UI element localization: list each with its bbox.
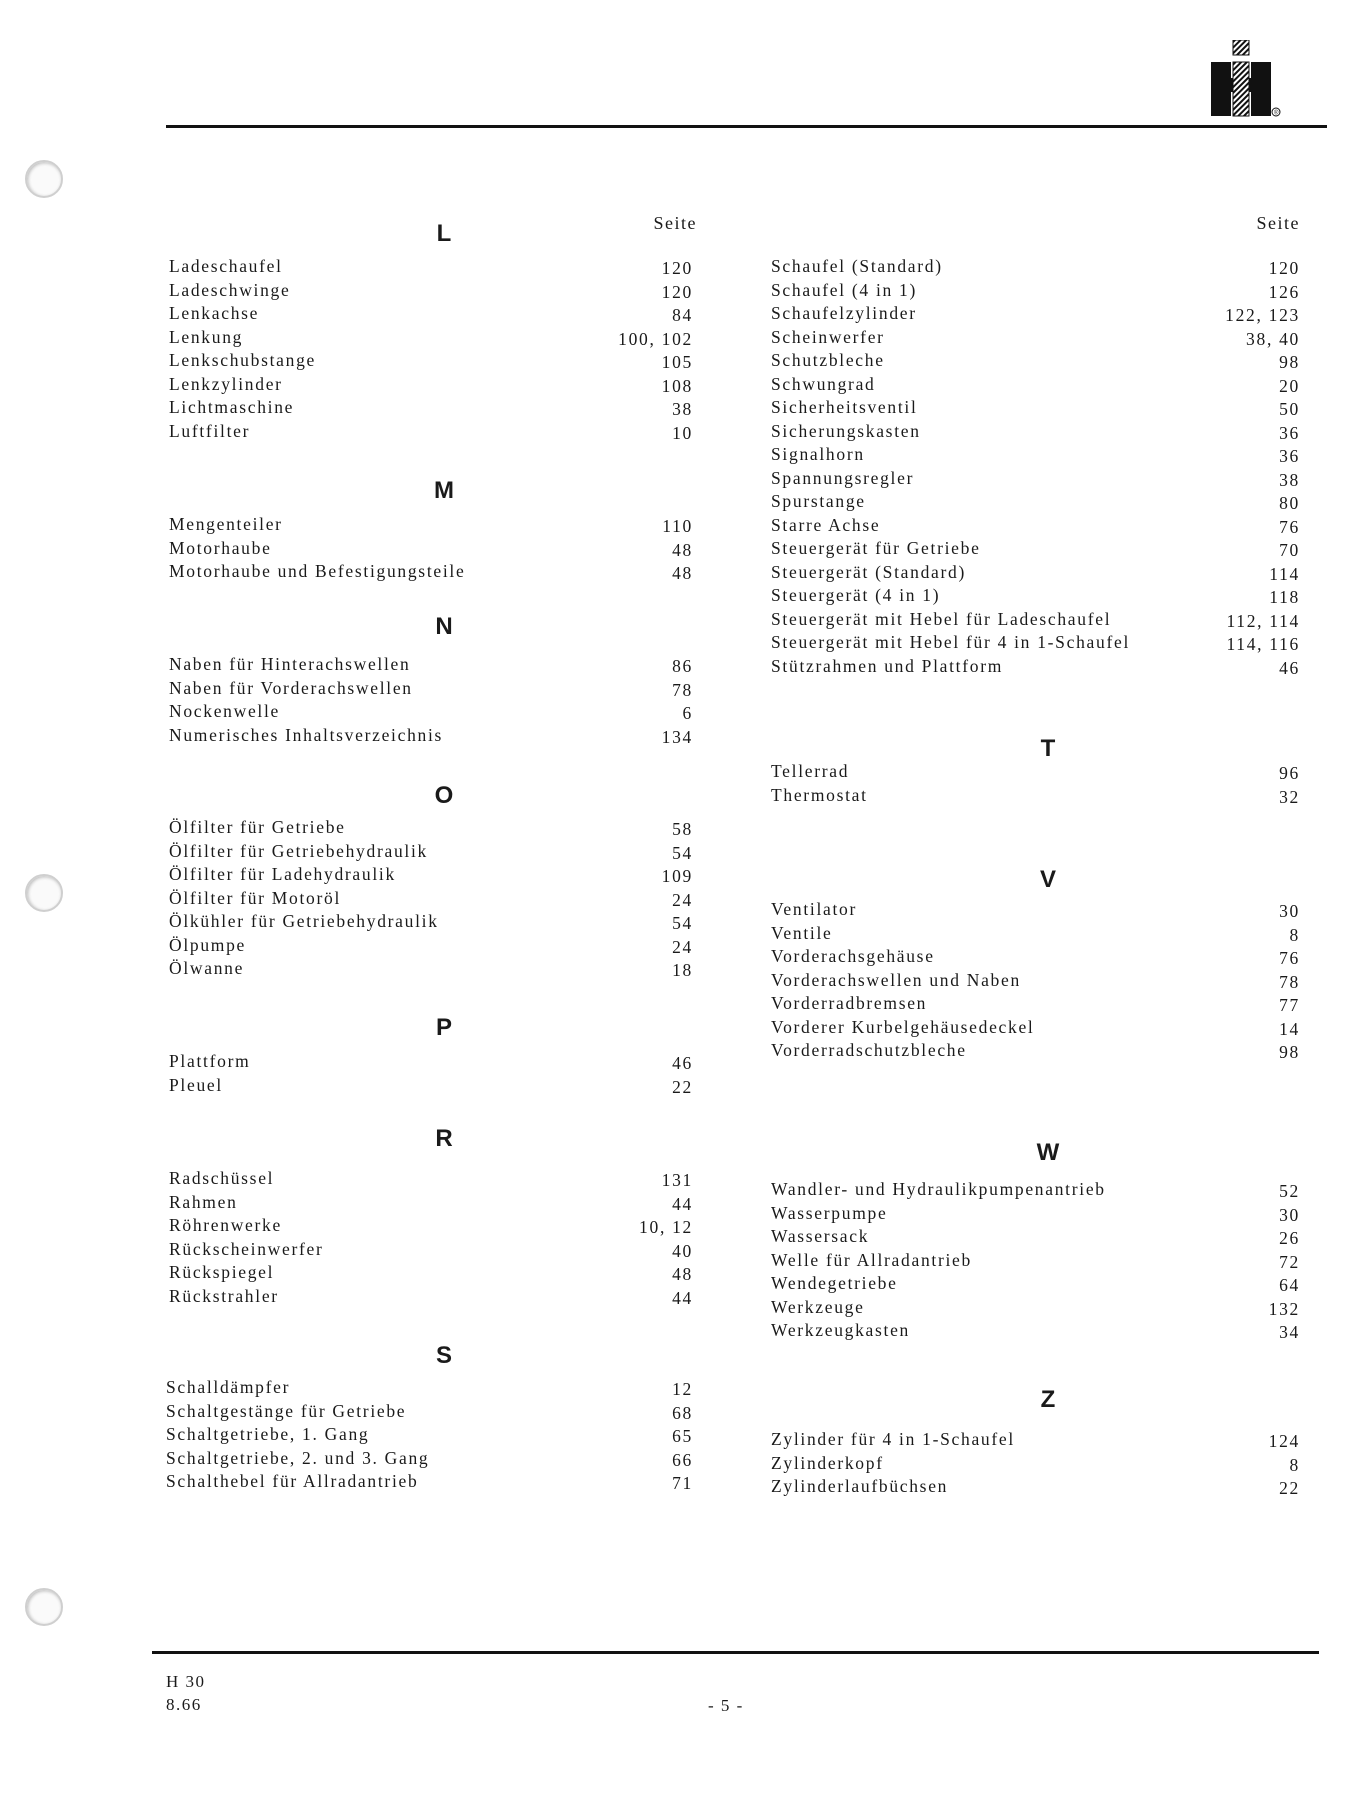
entry-term: Röhrenwerke	[169, 1215, 282, 1235]
footer-rule	[152, 1651, 1319, 1654]
entry-page: 134	[661, 726, 693, 747]
index-entry	[169, 934, 693, 958]
index-entry	[169, 396, 693, 420]
index-entry	[771, 302, 1300, 326]
entry-term: Steuergerät für Getriebe	[771, 538, 981, 558]
entry-page: 114	[1269, 563, 1300, 584]
entry-term: Ölfilter für Motoröl	[169, 887, 342, 908]
entry-term: Zylinderkopf	[771, 1452, 884, 1473]
index-entry	[771, 1296, 1300, 1320]
entry-page: 78	[672, 679, 693, 700]
entry-term: Thermostat	[771, 784, 868, 805]
entry-term: Lichtmaschine	[169, 397, 295, 417]
entry-page: 109	[661, 866, 693, 886]
binder-hole	[25, 160, 63, 198]
entry-term: Ladeschwinge	[169, 279, 291, 300]
index-entry	[169, 420, 693, 444]
section-letter-l: L	[436, 220, 452, 247]
entry-term: Rückscheinwerfer	[169, 1238, 324, 1259]
entry-page: 108	[661, 375, 693, 396]
index-entry	[169, 1238, 693, 1262]
entry-term: Wendegetriebe	[771, 1273, 898, 1293]
section-letter-z: Z	[1040, 1386, 1056, 1413]
entry-page: 30	[1279, 901, 1300, 921]
index-entry	[771, 784, 1300, 808]
entry-page: 14	[1279, 1018, 1300, 1039]
section-letter-v: V	[1039, 866, 1056, 893]
entry-term: Steuergerät mit Hebel für 4 in 1-Schaufel	[771, 632, 1131, 652]
entry-page: 54	[672, 913, 693, 933]
entry-term: Plattform	[169, 1051, 251, 1071]
entry-page: 71	[672, 1473, 693, 1493]
section-letter-n: N	[435, 613, 453, 640]
entry-page: 18	[672, 960, 693, 980]
entry-term: Signalhorn	[771, 444, 865, 464]
index-entry	[771, 1202, 1300, 1226]
entry-page: 80	[1279, 493, 1300, 513]
index-entry	[771, 561, 1300, 585]
entry-page: 22	[672, 1076, 693, 1097]
entry-term: Schwungrad	[771, 373, 876, 394]
entry-page: 48	[672, 1264, 693, 1284]
index-entry	[771, 1178, 1300, 1202]
registered-mark: ®	[1274, 110, 1279, 117]
entry-page: 78	[1279, 971, 1300, 992]
entry-term: Schaltgetriebe, 1. Gang	[166, 1424, 370, 1444]
index-entry	[771, 584, 1300, 608]
index-entry	[169, 302, 693, 326]
index-entry	[771, 443, 1300, 467]
entry-term: Ölfilter für Getriebehydraulik	[169, 840, 428, 861]
index-entry	[771, 537, 1300, 561]
entry-term: Ölfilter für Ladehydraulik	[169, 864, 396, 884]
entry-term: Scheinwerfer	[771, 326, 885, 347]
entry-term: Steuergerät mit Hebel für Ladeschaufel	[771, 608, 1112, 629]
entry-page: 36	[1279, 446, 1300, 466]
entry-page: 54	[672, 842, 693, 863]
index-entry	[169, 677, 693, 701]
index-entry	[169, 1050, 693, 1074]
entry-term: Numerisches Inhaltsverzeichnis	[169, 724, 444, 745]
entry-page: 32	[1279, 786, 1300, 807]
index-entry	[771, 1039, 1300, 1063]
entry-term: Radschüssel	[169, 1168, 275, 1188]
entry-term: Tellerrad	[771, 761, 850, 781]
entry-term: Zylinder für 4 in 1-Schaufel	[771, 1429, 1015, 1449]
index-entry	[771, 1475, 1300, 1499]
footer-date: 8.66	[166, 1695, 202, 1714]
section-letter-r: R	[435, 1125, 453, 1152]
index-entry	[771, 1319, 1300, 1343]
entry-page: 38, 40	[1246, 328, 1300, 349]
entry-page: 6	[682, 703, 693, 723]
entry-page: 10	[672, 422, 693, 443]
entry-page: 48	[672, 563, 693, 583]
index-entry	[771, 514, 1300, 538]
entry-page: 46	[672, 1053, 693, 1073]
entry-term: Ölkühler für Getriebehydraulik	[169, 911, 439, 931]
entry-page: 98	[1279, 352, 1300, 372]
index-entry	[771, 490, 1300, 514]
entry-term: Ventile	[771, 922, 833, 943]
entry-page: 46	[1279, 657, 1300, 678]
entry-page: 100, 102	[618, 328, 693, 349]
left-seite-label: Seite	[653, 213, 697, 233]
entry-page: 122, 123	[1225, 305, 1300, 325]
index-entry	[771, 922, 1300, 946]
entry-page: 30	[1279, 1204, 1300, 1225]
index-entry	[771, 326, 1300, 350]
entry-page: 38	[672, 399, 693, 419]
index-entry	[169, 326, 693, 350]
entry-term: Rückstrahler	[169, 1285, 279, 1306]
entry-page: 96	[1279, 763, 1300, 783]
index-entry	[771, 945, 1300, 969]
entry-term: Pleuel	[169, 1074, 223, 1095]
entry-page: 76	[1279, 948, 1300, 968]
index-entry	[169, 700, 693, 724]
index-entry	[771, 655, 1300, 679]
entry-term: Steuergerät (Standard)	[771, 561, 967, 582]
entry-term: Schalldämpfer	[166, 1377, 291, 1397]
entry-page: 98	[1279, 1042, 1300, 1062]
index-entry	[169, 513, 693, 537]
index-entry	[771, 467, 1300, 491]
entry-term: Nockenwelle	[169, 701, 281, 721]
entry-page: 24	[672, 936, 693, 957]
index-entry	[169, 1191, 693, 1215]
entry-page: 20	[1279, 375, 1300, 396]
entry-page: 76	[1279, 516, 1300, 537]
index-entry	[169, 537, 693, 561]
entry-page: 120	[661, 281, 693, 302]
entry-term: Spurstange	[771, 491, 866, 511]
entry-term: Motorhaube	[169, 537, 272, 558]
entry-term: Steuergerät (4 in 1)	[771, 585, 941, 605]
entry-page: 12	[672, 1379, 693, 1399]
index-entry	[169, 724, 693, 748]
entry-term: Schutzbleche	[771, 350, 885, 370]
entry-term: Schaufel (Standard)	[771, 256, 943, 276]
index-entry	[771, 279, 1300, 303]
index-entry	[169, 1167, 693, 1191]
entry-term: Rahmen	[169, 1191, 238, 1212]
entry-page: 44	[672, 1193, 693, 1214]
entry-page: 48	[672, 539, 693, 560]
entry-term: Naben für Hinterachswellen	[169, 654, 411, 674]
entry-term: Ölwanne	[169, 958, 245, 978]
entry-page: 52	[1279, 1181, 1300, 1201]
entry-page: 84	[672, 305, 693, 325]
entry-page: 112, 114	[1226, 610, 1300, 631]
entry-term: Stützrahmen und Plattform	[771, 655, 1004, 676]
section-letter-p: P	[435, 1014, 452, 1041]
entry-term: Lenkachse	[169, 303, 260, 323]
entry-page: 105	[661, 352, 693, 372]
index-entry	[166, 1470, 693, 1494]
index-entry	[771, 992, 1300, 1016]
entry-term: Vorderer Kurbelgehäusedeckel	[771, 1016, 1035, 1037]
entry-term: Welle für Allradantrieb	[771, 1249, 972, 1270]
entry-page: 131	[661, 1170, 693, 1190]
binder-hole	[25, 874, 63, 912]
entry-term: Starre Achse	[771, 514, 881, 535]
index-entry	[771, 1016, 1300, 1040]
entry-term: Ölfilter für Getriebe	[169, 817, 346, 837]
entry-page: 50	[1279, 399, 1300, 419]
entry-page: 120	[1268, 258, 1300, 278]
index-entry	[771, 760, 1300, 784]
entry-page: 68	[672, 1402, 693, 1423]
entry-page: 44	[672, 1287, 693, 1308]
entry-term: Vorderachswellen und Naben	[771, 969, 1021, 990]
entry-page: 34	[1279, 1322, 1300, 1342]
entry-term: Motorhaube und Befestigungsteile	[169, 561, 466, 581]
entry-page: 58	[672, 819, 693, 839]
entry-page: 40	[672, 1240, 693, 1261]
section-letter-w: W	[1036, 1139, 1060, 1166]
index-entry	[771, 420, 1300, 444]
entry-term: Schalthebel für Allradantrieb	[166, 1471, 419, 1491]
index-entry	[169, 840, 693, 864]
entry-page: 64	[1279, 1275, 1300, 1295]
entry-page: 114, 116	[1226, 634, 1300, 654]
index-entry	[169, 560, 693, 584]
page-number: - 5 -	[708, 1696, 744, 1715]
entry-term: Ventilator	[771, 899, 858, 919]
header-rule	[166, 125, 1327, 128]
entry-term: Lenkzylinder	[169, 373, 283, 394]
index-entry	[169, 1261, 693, 1285]
index-entry	[771, 608, 1300, 632]
entry-page: 38	[1279, 469, 1300, 490]
entry-page: 120	[661, 258, 693, 278]
index-entry	[166, 1423, 693, 1447]
entry-page: 66	[672, 1449, 693, 1470]
entry-term: Sicherheitsventil	[771, 397, 918, 417]
index-entry	[169, 816, 693, 840]
entry-term: Schaltgetriebe, 2. und 3. Gang	[166, 1447, 430, 1468]
entry-term: Lenkung	[169, 326, 244, 347]
entry-term: Rückspiegel	[169, 1262, 275, 1282]
entry-page: 8	[1289, 1454, 1300, 1475]
index-entry	[169, 957, 693, 981]
entry-page: 86	[672, 656, 693, 676]
entry-term: Wandler- und Hydraulikpumpenantrieb	[771, 1179, 1106, 1199]
entry-page: 77	[1279, 995, 1300, 1015]
index-entry	[166, 1447, 693, 1471]
index-entry	[771, 1428, 1300, 1452]
index-entry	[169, 887, 693, 911]
index-entry	[771, 1225, 1300, 1249]
entry-page: 8	[1289, 924, 1300, 945]
index-entry	[771, 1249, 1300, 1273]
entry-page: 10, 12	[639, 1217, 693, 1237]
right-seite-label: Seite	[1256, 213, 1300, 233]
index-entry	[169, 349, 693, 373]
entry-term: Werkzeuge	[771, 1296, 865, 1317]
index-entry	[771, 1452, 1300, 1476]
entry-term: Vorderradschutzbleche	[771, 1040, 967, 1060]
index-entry	[166, 1400, 693, 1424]
entry-term: Werkzeugkasten	[771, 1320, 911, 1340]
index-entry	[169, 863, 693, 887]
entry-term: Wasserpumpe	[771, 1202, 888, 1223]
ih-logo	[1211, 40, 1281, 118]
index-entry	[169, 1074, 693, 1098]
entry-page: 132	[1268, 1298, 1300, 1319]
index-entry	[771, 255, 1300, 279]
entry-page: 110	[662, 516, 693, 536]
index-entry	[169, 1285, 693, 1309]
entry-term: Wassersack	[771, 1226, 870, 1246]
index-entry	[169, 910, 693, 934]
entry-page: 72	[1279, 1251, 1300, 1272]
entry-term: Schaufel (4 in 1)	[771, 279, 918, 300]
index-entry	[169, 279, 693, 303]
entry-page: 36	[1279, 422, 1300, 443]
footer-model: H 30	[166, 1672, 206, 1691]
entry-page: 70	[1279, 540, 1300, 560]
index-entry	[771, 396, 1300, 420]
index-entry	[771, 631, 1300, 655]
section-letter-t: T	[1040, 735, 1056, 762]
entry-term: Naben für Vorderachswellen	[169, 677, 413, 698]
entry-term: Spannungsregler	[771, 467, 915, 488]
section-letter-o: O	[434, 782, 454, 809]
index-entry	[771, 898, 1300, 922]
entry-page: 126	[1268, 281, 1300, 302]
entry-term: Schaufelzylinder	[771, 303, 917, 323]
binder-hole	[25, 1588, 63, 1626]
entry-page: 24	[672, 889, 693, 910]
index-entry	[771, 373, 1300, 397]
index-entry	[771, 1272, 1300, 1296]
entry-term: Schaltgestänge für Getriebe	[166, 1400, 407, 1421]
entry-term: Ladeschaufel	[169, 256, 283, 276]
entry-term: Ölpumpe	[169, 934, 247, 955]
index-entry	[771, 349, 1300, 373]
entry-term: Mengenteiler	[169, 514, 283, 534]
entry-term: Vorderradbremsen	[771, 993, 928, 1013]
index-entry	[169, 653, 693, 677]
entry-term: Zylinderlaufbüchsen	[771, 1476, 949, 1496]
index-entry	[166, 1376, 693, 1400]
entry-term: Vorderachsgehäuse	[771, 946, 935, 966]
entry-page: 22	[1279, 1478, 1300, 1498]
entry-page: 124	[1268, 1431, 1300, 1451]
section-letter-m: M	[434, 477, 454, 504]
index-entry	[169, 373, 693, 397]
entry-term: Sicherungskasten	[771, 420, 921, 441]
entry-term: Lenkschubstange	[169, 350, 316, 370]
entry-page: 118	[1269, 587, 1300, 607]
section-letter-s: S	[435, 1342, 452, 1369]
entry-term: Luftfilter	[169, 420, 251, 441]
entry-page: 26	[1279, 1228, 1300, 1248]
index-entry	[169, 255, 693, 279]
index-entry	[771, 969, 1300, 993]
index-entry	[169, 1214, 693, 1238]
entry-page: 65	[672, 1426, 693, 1446]
